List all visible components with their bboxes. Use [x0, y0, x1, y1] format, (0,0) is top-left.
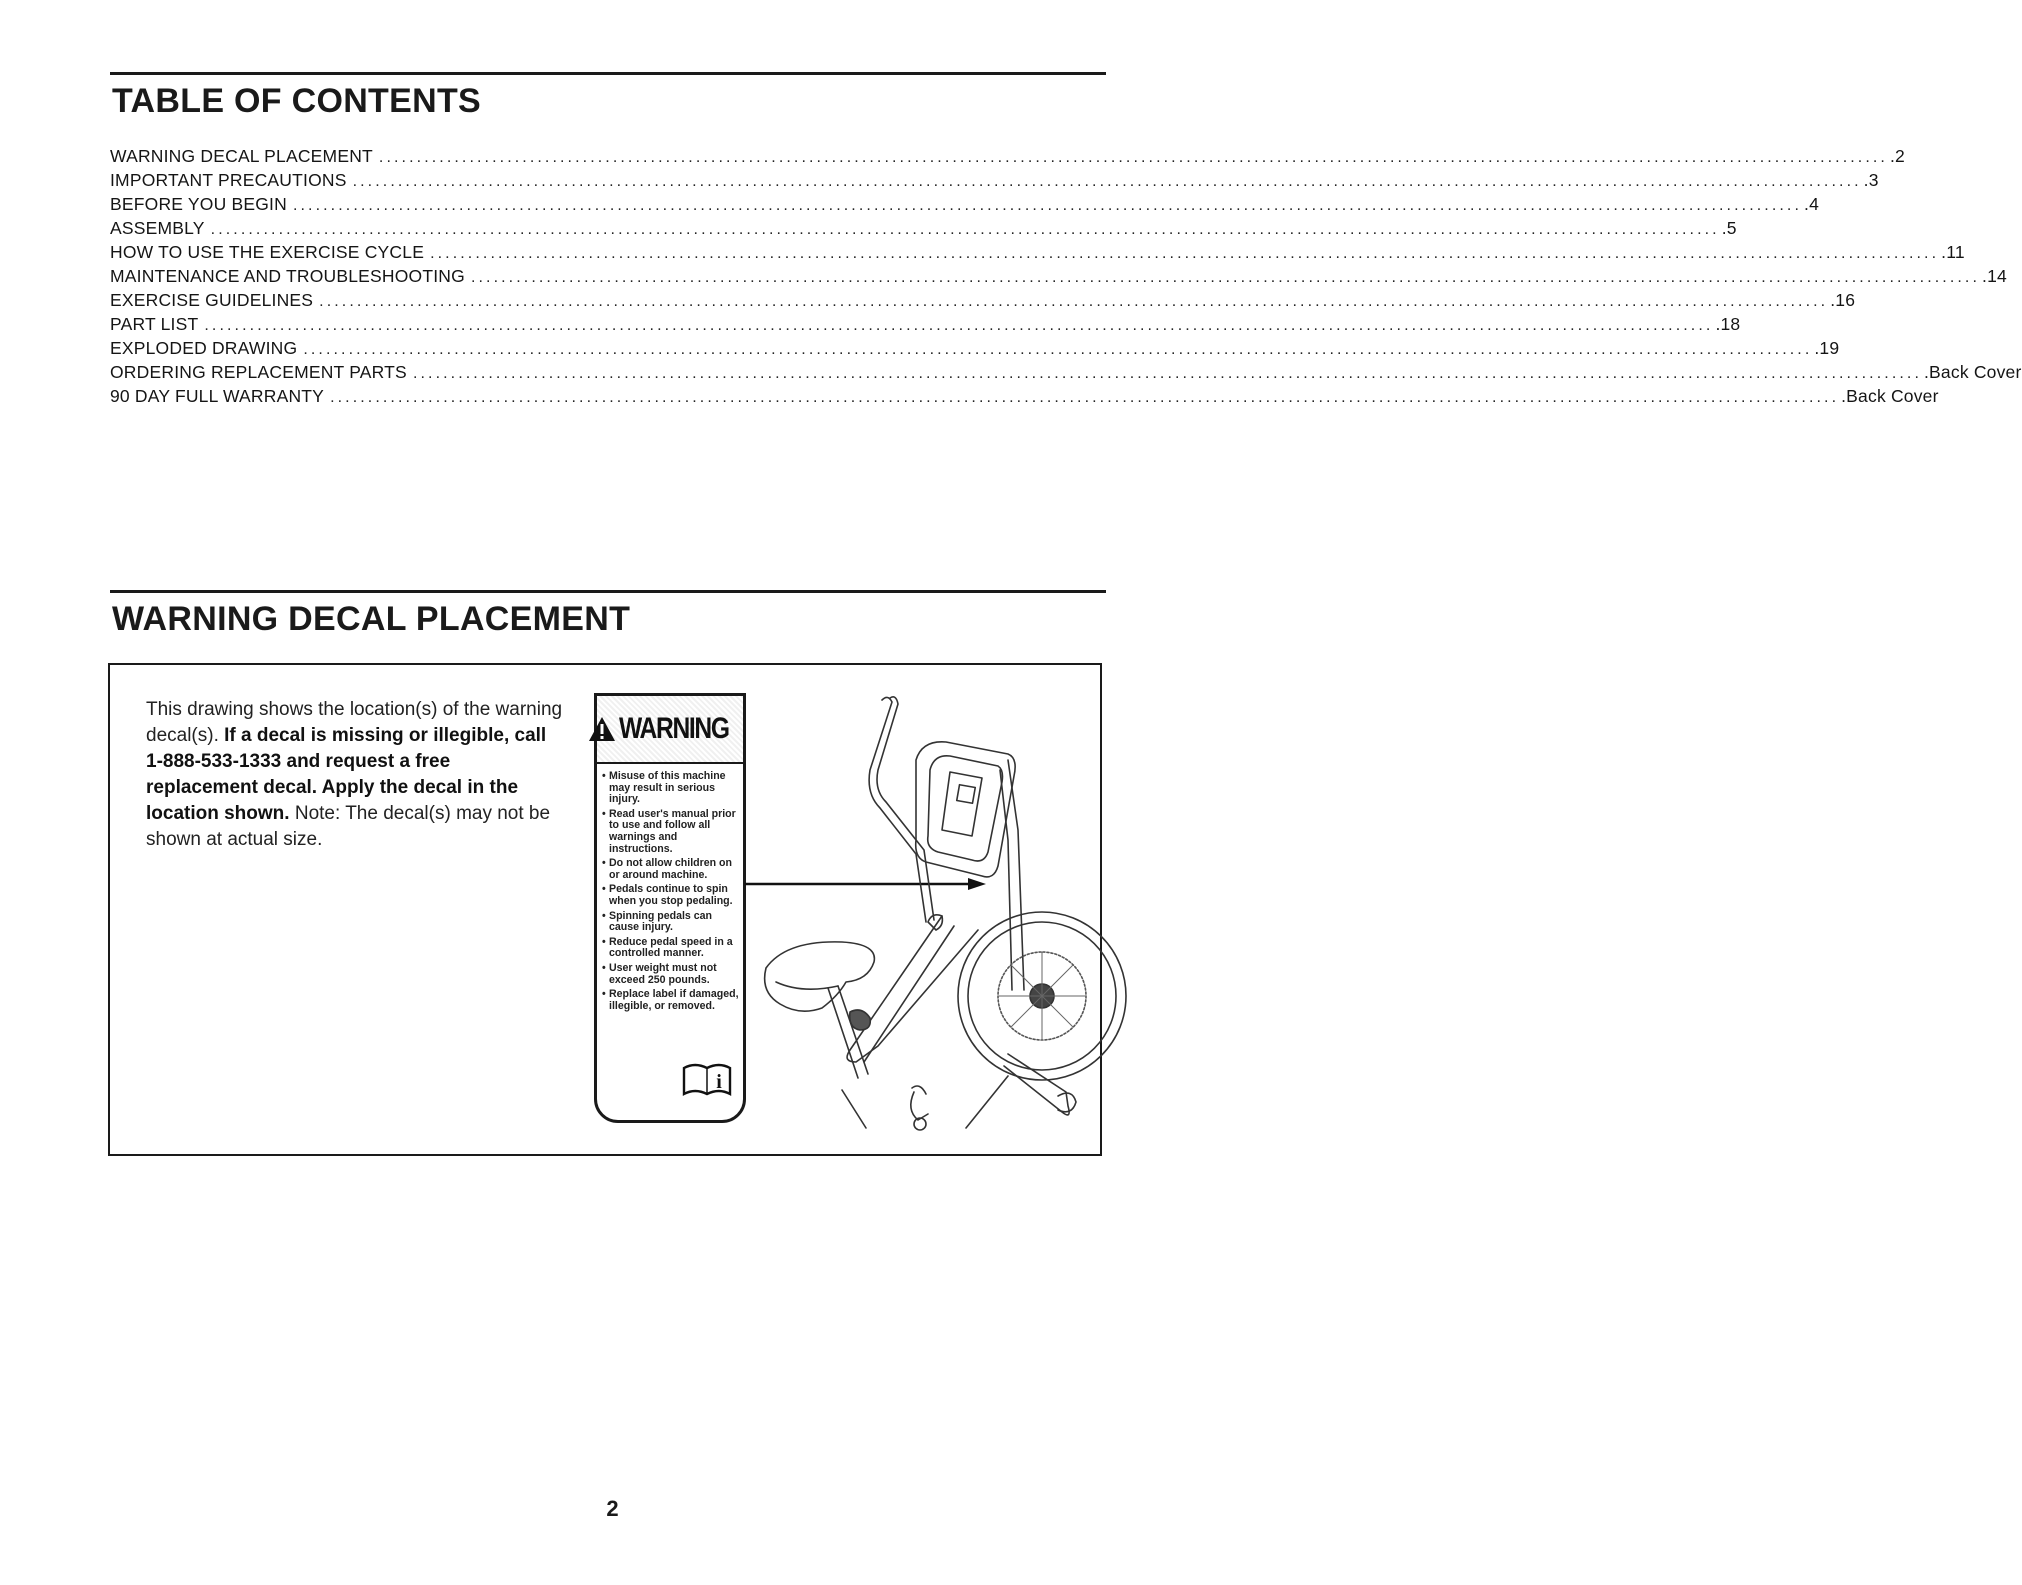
warning-item: • Spinning pedals can cause injury.	[609, 911, 739, 934]
toc-leader-dots: ........................................................................................................................................................................................................	[204, 317, 1714, 334]
toc-entry-title: ASSEMBLY	[110, 218, 205, 238]
toc-entry-page: .18	[1715, 314, 1741, 334]
toc-leader-dots: ........................................................................................................................................................................................................	[292, 197, 1803, 214]
toc-entry-title: WARNING DECAL PLACEMENT	[110, 146, 373, 166]
decal-text-bold: If a decal is missing or illegible, call 1-888-533-1333 and request a free replacement decal. Apply the decal in the location shown.	[146, 725, 547, 824]
warning-item: • Reduce pedal speed in a controlled manner.	[609, 937, 739, 960]
warning-decal-title: WARNING	[618, 712, 729, 745]
toc-entry	[110, 242, 1965, 266]
toc-heading: TABLE OF CONTENTS	[112, 82, 482, 120]
warning-decal	[594, 693, 746, 1123]
manual-info-icon	[681, 1060, 733, 1098]
toc-entry-title: PART LIST	[110, 314, 199, 334]
toc-entry-page: .16	[1830, 290, 1856, 310]
toc-entry-title: 90 DAY FULL WARRANTY	[110, 386, 325, 406]
warning-triangle-icon	[588, 716, 616, 742]
toc-leader-dots: ........................................................................................................................................................................................................	[330, 389, 1840, 406]
toc-entry-page: .3	[1863, 170, 1879, 190]
toc-entry-page: .Back Cover	[1841, 386, 1939, 406]
decal-text-intro: This drawing shows the location(s) of the warning decal(s).	[146, 699, 563, 746]
toc-entry-page: .Back Cover	[1924, 362, 2022, 382]
warning-item: • Pedals continue to spin when you stop pedaling.	[609, 884, 739, 907]
toc-entry-title: ORDERING REPLACEMENT PARTS	[110, 362, 407, 382]
warning-item: • User weight must not exceed 250 pounds.	[609, 963, 739, 986]
toc-entry-title: IMPORTANT PRECAUTIONS	[110, 170, 347, 190]
toc-entry-page: .14	[1982, 266, 2007, 286]
warning-item: • Misuse of this machine may result in serious injury.	[609, 771, 739, 806]
toc-leader-dots: ........................................................................................................................................................................................................	[303, 341, 1813, 358]
toc-entry-title: BEFORE YOU BEGIN	[110, 194, 287, 214]
toc-entry	[110, 266, 2007, 290]
toc-entry	[110, 362, 2022, 386]
toc-leader-dots: ........................................................................................................................................................................................................	[210, 221, 1720, 238]
page-number: 2	[606, 1496, 619, 1521]
toc-entry	[110, 170, 1879, 194]
toc-entry	[110, 194, 1820, 218]
decal-heading: WARNING DECAL PLACEMENT	[112, 600, 631, 638]
decal-instructions	[146, 697, 566, 853]
toc-entry-page: .11	[1941, 242, 1965, 262]
decal-text-note: Note: The decal(s) may not be shown at actual size.	[146, 803, 551, 850]
toc-list	[110, 146, 2022, 410]
toc-entry-page: .4	[1804, 194, 1820, 214]
toc-entry-page: .19	[1814, 338, 1840, 358]
toc-entry-title: HOW TO USE THE EXERCISE CYCLE	[110, 242, 425, 262]
toc-entry-page: .2	[1889, 146, 1905, 166]
toc-entry	[110, 386, 1939, 410]
toc-leader-dots: ........................................................................................................................................................................................................	[412, 365, 1922, 382]
toc-entry	[110, 290, 1856, 314]
toc-entry-page: .5	[1721, 218, 1737, 238]
exercise-bike-illustration	[746, 690, 1086, 1130]
arrow-head-icon	[968, 878, 986, 890]
warning-decal-header	[597, 696, 743, 764]
warning-item: • Replace label if damaged, illegible, or removed.	[609, 989, 739, 1012]
toc-entry-title: EXPLODED DRAWING	[110, 338, 298, 358]
warning-item: • Read user's manual prior to use and follow all warnings and instructions.	[609, 809, 739, 855]
decal-top-rule	[110, 590, 1106, 593]
toc-entry	[110, 314, 1741, 338]
warning-item: • Do not allow children on or around machine.	[609, 858, 739, 881]
toc-leader-dots: ........................................................................................................................................................................................................	[430, 245, 1940, 262]
toc-entry	[110, 218, 1737, 242]
toc-leader-dots: ........................................................................................................................................................................................................	[319, 293, 1829, 310]
toc-top-rule	[110, 72, 1106, 75]
manual-icon-letter: i	[716, 1071, 722, 1093]
toc-leader-dots: ........................................................................................................................................................................................................	[378, 149, 1888, 166]
toc-entry-title: MAINTENANCE AND TROUBLESHOOTING	[110, 266, 465, 286]
toc-leader-dots: ........................................................................................................................................................................................................	[470, 269, 1981, 286]
toc-entry-title: EXERCISE GUIDELINES	[110, 290, 314, 310]
toc-entry	[110, 338, 1840, 362]
toc-entry	[110, 146, 1905, 170]
toc-leader-dots: ........................................................................................................................................................................................................	[352, 173, 1862, 190]
warning-decal-list	[597, 764, 743, 1012]
